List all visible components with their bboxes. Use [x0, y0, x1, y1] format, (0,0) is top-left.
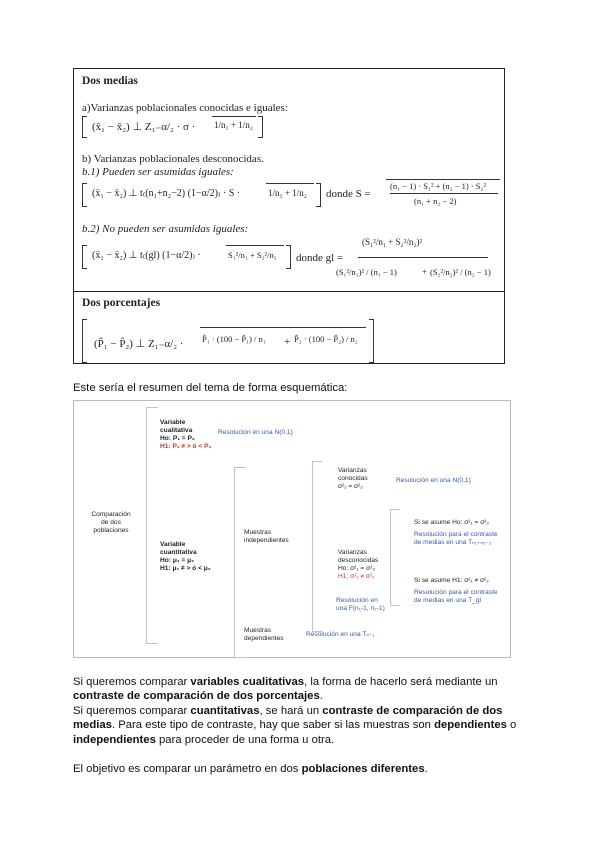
cuantitativa-node: Variable cuantitativa Ho: μ₁ = μ₂ H1: μ₁ ≠ > ó < μ₂ [160, 541, 211, 572]
case-a-label: a)Varianzas poblacionales conocidas e iguales: [82, 102, 288, 114]
case-b-label: b) Varianzas poblacionales desconocidas. [82, 153, 264, 165]
formula-b1-sqrt: 1/n₁ + 1/n₂ [268, 188, 307, 198]
conocidas-node: Varianzas conocidas σ²₁ = σ²₂ [338, 467, 368, 490]
root-node: Comparación de dos poblaciones [91, 511, 131, 534]
asume-ho-node: Si se asume Ho: σ²₁ = σ²₂ [414, 519, 490, 526]
cualitativa-node: Variable cualitativa Ho: P₁ = P₂ H1: P₁ ≠ > ó < P₂ [160, 419, 212, 450]
paragraph3: El objetivo es comparar un parámetro en dos poblaciones diferentes. [73, 763, 428, 775]
connector [146, 407, 147, 643]
paragraph2-line1: Si queremos comparar cuantitativas, se hará un contraste de comparación de dos [73, 705, 503, 717]
dos-medias-title: Dos medias [82, 75, 138, 87]
dependientes-node: Muestras dependientes [244, 627, 284, 642]
dependientes-resolution: Resolución en una Tₙ₋₁ [306, 631, 375, 638]
formula-s-den: (n₁ + n₂ − 2) [414, 196, 457, 206]
intro-line: Este sería el resumen del tema de forma esquemática: [73, 382, 348, 394]
asume-ho-resolution: Resolución para el contraste de medias en una Tₙ₁₊ₙ₂₋₂ [414, 531, 498, 546]
asume-h1-resolution: Resolución para el contraste de medias en una T_gl [414, 589, 498, 604]
conocidas-resolution: Resolución en una N(0,1) [396, 477, 471, 484]
formula-p-sqrt-a: P̂₁ · (100 − P̂₁) / n₁ [202, 334, 266, 344]
donde-s: donde S = [326, 188, 371, 200]
asume-h1-node: Si se asume H1: σ²₁ ≠ σ²₂ [414, 577, 489, 584]
cualitativa-resolution: Resolución en una N(0,1) [218, 429, 293, 436]
desconocidas-node: Varianzas desconocidas Ho: σ²₁ = σ²₂ H1: σ²₁ ≠ σ²₂ [338, 549, 379, 580]
formula-box: Dos medias a)Varianzas poblacionales conocidas e iguales: (x̄₁ − x̄₂) ⊥ Z₁₋α/₂ · σ · 1/n₁ + 1/n₂ b) Varianzas poblacionales desconocidas. b.1) Pueden ser asumidas iguales: (x̄₁ − x̄₂) ⊥ t₍(n₁+n₂−2) (1−α/2)₎ · S · 1/n₁ + 1/n₂ donde S = (n₁ − 1) · S₁² + (n₂ − 1) · S₂² (n₁ + n₂ − 2) b.2) No pueden ser asumidas iguales: (x̄₁ − x̄₂) ⊥ t₍(gl) (1−α/2)₎ · S₁²/n₁ + S₂²/n₂ donde gl = (S₁²/n₁ + S₂²/n₂)² (S₁²/n₁)² / (n₁ − 1) + (S₂²/n₂)² / (n₂ − 1) Dos porcentajes (P̂₁ − P̂₂) ⊥ Z₁₋α/₂ · P̂₁ · (100 − P̂₁) / n₁ + P̂₂ · (100 − P̂₂) / n₂ [73, 68, 505, 364]
desconocidas-resolution: Resolución en una F(n₁-1, n₂-1) [336, 597, 385, 612]
donde-gl: donde gl = [296, 252, 344, 264]
formula-p-sqrt-b: P̂₂ · (100 − P̂₂) / n₂ [294, 334, 358, 344]
formula-a-sqrt: 1/n₁ + 1/n₂ [214, 120, 253, 130]
gl-den-left: (S₁²/n₁)² / (n₁ − 1) [336, 267, 397, 277]
case-b1-label: b.1) Pueden ser asumidas iguales: [82, 166, 234, 178]
formula-p: (P̂₁ − P̂₂) ⊥ Z₁₋α/₂ · [94, 338, 184, 350]
formula-s-num: (n₁ − 1) · S₁² + (n₂ − 1) · S₂² [390, 181, 487, 191]
paragraph1-line1: Si queremos comparar variables cualitativas, la forma de hacerlo será mediante un [73, 676, 498, 688]
bracket-open [82, 116, 87, 138]
scheme-diagram [73, 400, 511, 658]
paragraph2-line3: independientes para proceder de una forma u otra. [73, 734, 335, 746]
formula-b2-sqrt: S₁²/n₁ + S₂²/n₂ [228, 250, 277, 260]
section-divider [74, 291, 504, 292]
dos-porcentajes-title: Dos porcentajes [82, 297, 161, 309]
gl-den-right: (S₂²/n₂)² / (n₂ − 1) [430, 267, 491, 277]
formula-b2: (x̄₁ − x̄₂) ⊥ t₍(gl) (1−α/2)₎ · [92, 250, 201, 261]
formula-b1: (x̄₁ − x̄₂) ⊥ t₍(n₁+n₂−2) (1−α/2)₎ · S · [92, 188, 241, 199]
paragraph1-line2: contraste de comparación de dos porcentajes. [73, 690, 323, 702]
independientes-node: Muestras independientes [244, 529, 289, 544]
case-b2-label: b.2) No pueden ser asumidas iguales: [82, 223, 249, 235]
formula-a: (x̄₁ − x̄₂) ⊥ Z₁₋α/₂ · σ · [92, 121, 196, 133]
paragraph2-line2: medias. Para este tipo de contraste, hay que saber si las muestras son dependientes o [73, 719, 517, 731]
gl-numerator: (S₁²/n₁ + S₂²/n₂)² [362, 237, 423, 247]
bracket-close [258, 116, 263, 138]
